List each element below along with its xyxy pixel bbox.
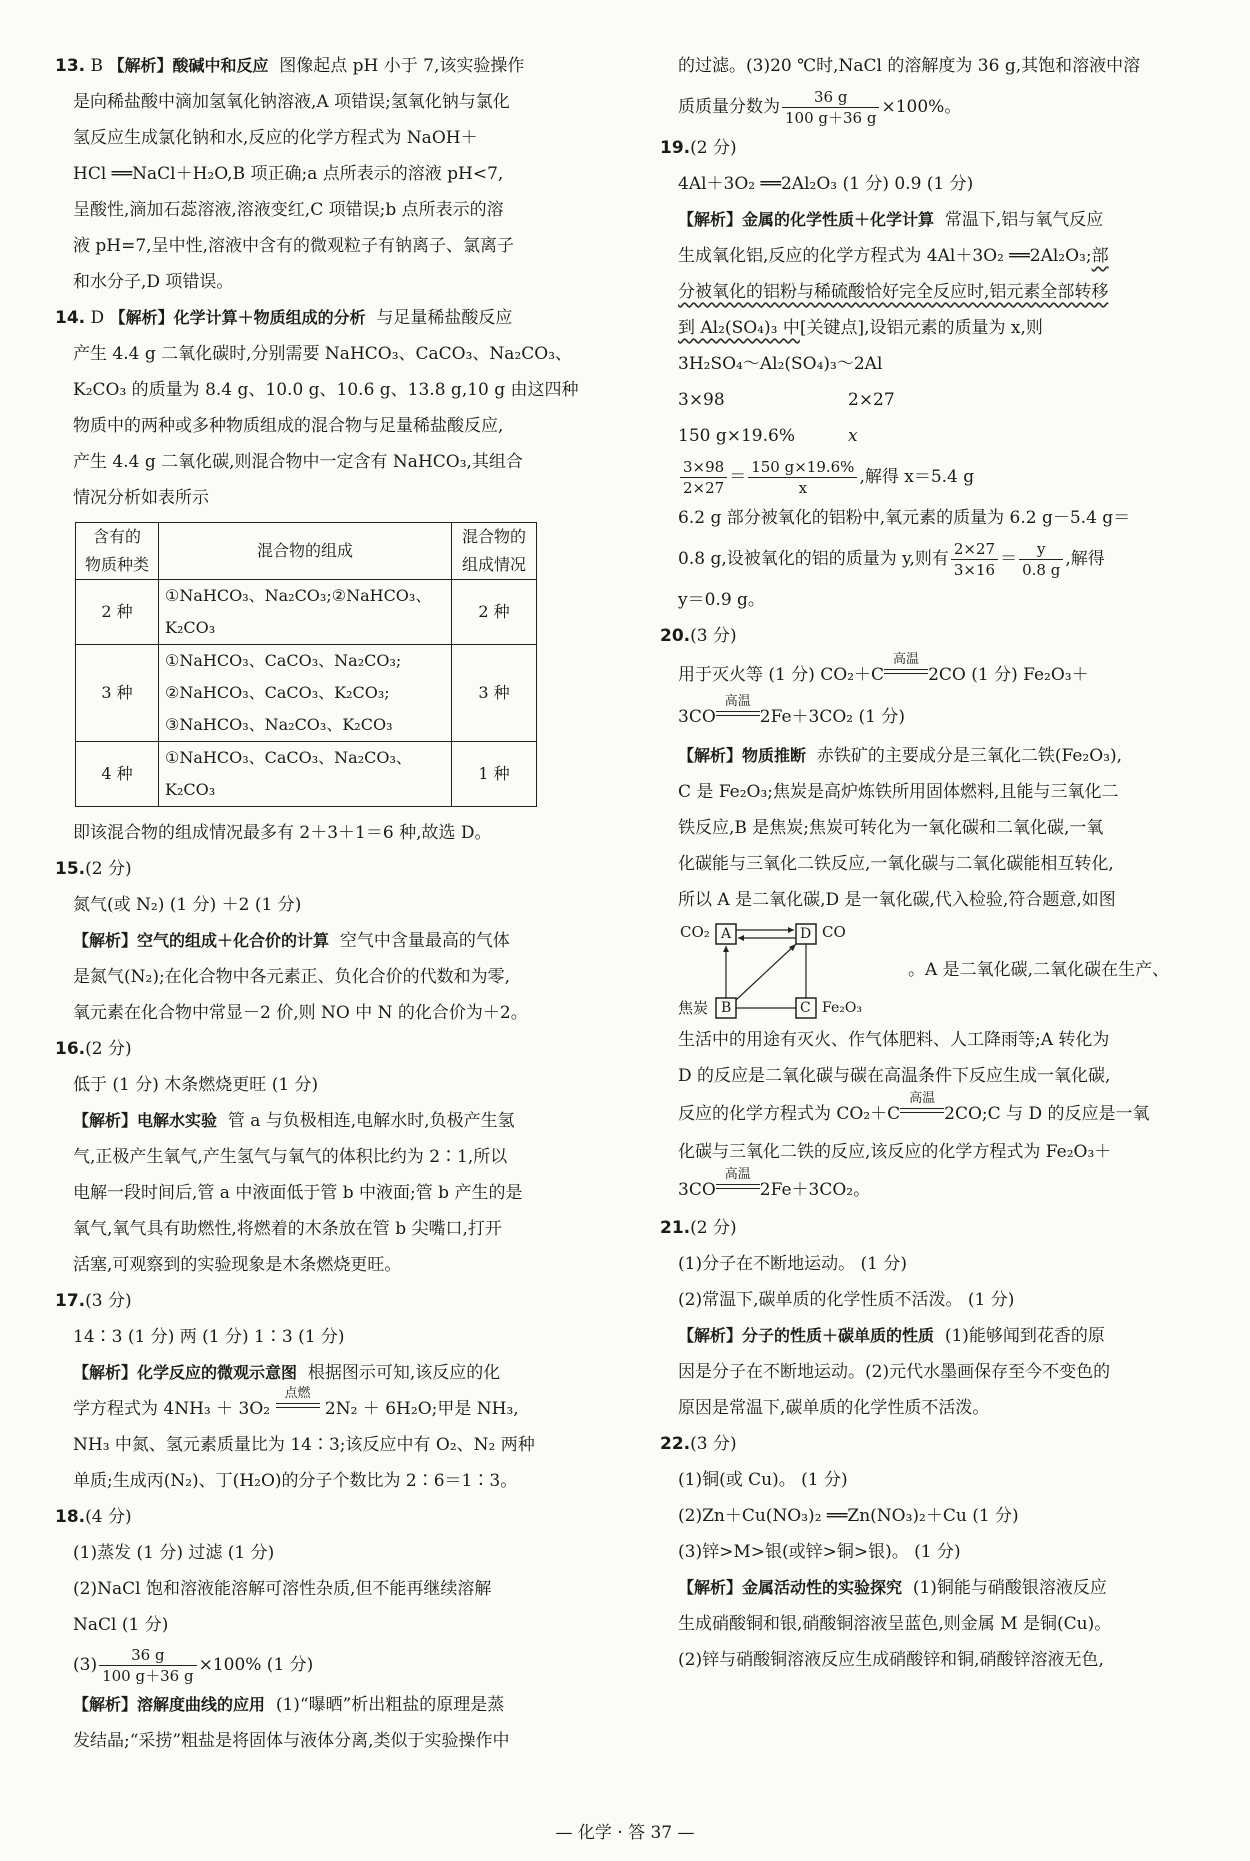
q20-line: 生活中的用途有灭火、作气体肥料、人工降雨等;A 转化为 bbox=[678, 1030, 1110, 1050]
label-d: D bbox=[800, 926, 812, 942]
q14-line: 情况分析如表所示 bbox=[73, 488, 209, 508]
q18-answer-1: (1)蒸发 (1 分) 过滤 (1 分) bbox=[73, 1543, 275, 1563]
q13-line: 液 pH=7,呈中性,溶液中含有的微观粒子有钠离子、氯离子 bbox=[73, 236, 514, 256]
q16-line: 活塞,可观察到的实验现象是木条燃烧更旺。 bbox=[73, 1255, 402, 1275]
q18-continued-fraction: 质质量分数为 $\frac{36 g}{100 g+36 g}$ ×100%。 bbox=[678, 88, 962, 127]
reaction-arrow: 点燃 bbox=[276, 1403, 320, 1414]
fraction: $\frac{2\times 27}{3\times 16}$ bbox=[951, 539, 998, 580]
q19-calc: 150 g×19.6% x bbox=[678, 426, 858, 446]
q14-conclusion: 即该混合物的组成情况最多有 2＋3＋1＝6 种,故选 D。 bbox=[73, 823, 492, 843]
q16-answer: 低于 (1 分) 木条燃烧更旺 (1 分) bbox=[73, 1075, 319, 1095]
q17-line: NH₃ 中氮、氢元素质量比为 14∶3;该反应中有 O₂、N₂ 两种 bbox=[73, 1435, 535, 1455]
q20-header: 20.(3 分) bbox=[660, 626, 737, 646]
q16-line: 气,正极产生氧气,产生氢气与氧气的体积比约为 2∶1,所以 bbox=[73, 1147, 508, 1167]
q18-analysis: 【解析】溶解度曲线的应用 (1)“曝晒”析出粗盐的原理是蒸 bbox=[73, 1695, 505, 1715]
q19-calc: 3H₂SO₄～Al₂(SO₄)₃～2Al bbox=[678, 354, 883, 374]
q18-header: 18.(4 分) bbox=[55, 1507, 132, 1527]
q22-answer-1: (1)铜(或 Cu)。 (1 分) bbox=[678, 1470, 848, 1490]
q16-analysis: 【解析】电解水实验 管 a 与负极相连,电解水时,负极产生氢 bbox=[73, 1111, 515, 1131]
q19-header: 19.(2 分) bbox=[660, 138, 737, 158]
label-b: B bbox=[721, 1000, 732, 1016]
q18-answer-3: (3) $\frac{36 g}{100 g+36 g}$ ×100% (1 分) bbox=[73, 1646, 314, 1685]
q13-line: 氢反应生成氯化钠和水,反应的化学方程式为 NaOH＋ bbox=[73, 128, 478, 148]
q15-analysis: 【解析】空气的组成＋化合价的计算 空气中含量最高的气体 bbox=[73, 931, 510, 951]
q18-answer-2: (2)NaCl 饱和溶液能溶解可溶性杂质,但不能再继续溶解 bbox=[73, 1579, 492, 1599]
q19-line: 到 Al₂(SO₄)₃ 中[关键点],设铝元素的质量为 x,则 bbox=[678, 318, 1043, 338]
q17-analysis: 【解析】化学反应的微观示意图 根据图示可知,该反应的化 bbox=[73, 1363, 501, 1383]
q19-proportion: 0.8 g,设被氧化的铝的质量为 y,则有 $\frac{2\times 27}{3\times 16}$ ＝ $\frac{y}{0.8 g}$ ,解得 bbox=[678, 540, 1105, 579]
q18-answer-2b: NaCl (1 分) bbox=[73, 1615, 169, 1635]
q15-line: 氧元素在化合物中常显－2 价,则 NO 中 N 的化合价为＋2。 bbox=[73, 1003, 528, 1023]
fraction: $\frac{y}{0.8 g}$ bbox=[1019, 539, 1063, 580]
mixture-table bbox=[75, 522, 537, 807]
table-row: 3 种 ①NaHCO₃、CaCO₃、Na₂CO₃; ②NaHCO₃、CaCO₃、K₂CO₃; ③NaHCO₃、Na₂CO₃、K₂CO₃ 3 种 bbox=[76, 645, 537, 742]
q16-header: 16.(2 分) bbox=[55, 1039, 132, 1059]
q15-header: 15.(2 分) bbox=[55, 859, 132, 879]
fraction: $\frac{36 g}{100 g+36 g}$ bbox=[782, 87, 879, 128]
diagram-caption: 。A 是二氧化碳,二氧化碳在生产、 bbox=[908, 960, 1170, 980]
q21-analysis: 【解析】分子的性质＋碳单质的性质 (1)能够闻到花香的原 bbox=[678, 1326, 1105, 1346]
q17-answer: 14∶3 (1 分) 两 (1 分) 1∶3 (1 分) bbox=[73, 1327, 345, 1347]
q14-first-line: 14. D 【解析】化学计算＋物质组成的分析 与足量稀盐酸反应 bbox=[55, 308, 513, 328]
q20-line: D 的反应是二氧化碳与碳在高温条件下反应生成一氧化碳, bbox=[678, 1066, 1111, 1086]
q19-line: y＝0.9 g。 bbox=[678, 590, 765, 610]
arrow-b-to-d bbox=[736, 944, 796, 1000]
q19-analysis: 【解析】金属的化学性质＋化学计算 常温下,铝与氧气反应 bbox=[678, 210, 1104, 230]
q22-analysis: 【解析】金属活动性的实验探究 (1)铜能与硝酸银溶液反应 bbox=[678, 1578, 1107, 1598]
q21-line: 原因是常温下,碳单质的化学性质不活泼。 bbox=[678, 1398, 990, 1418]
label-fe2o3: Fe₂O₃ bbox=[822, 1000, 862, 1016]
left-column bbox=[55, 48, 600, 1759]
q22-header: 22.(3 分) bbox=[660, 1434, 737, 1454]
q19-line: 分被氧化的铝粉与稀硫酸恰好完全反应时,铝元素全部转移 bbox=[678, 282, 1109, 302]
q18-line: 发结晶;“采捞”粗盐是将固体与液体分离,类似于实验操作中 bbox=[73, 1731, 510, 1751]
table-row: 4 种 ①NaHCO₃、CaCO₃、Na₂CO₃、K₂CO₃ 1 种 bbox=[76, 742, 537, 807]
table-header-composition: 混合物的组成 bbox=[159, 523, 452, 580]
q21-answer-1: (1)分子在不断地运动。 (1 分) bbox=[678, 1254, 907, 1274]
q20-analysis: 【解析】物质推断 赤铁矿的主要成分是三氧化二铁(Fe₂O₃), bbox=[678, 746, 1122, 766]
q13-line: 和水分子,D 项错误。 bbox=[73, 272, 234, 292]
reaction-arrow: 高温 bbox=[716, 1184, 760, 1195]
q14-line: K₂CO₃ 的质量为 8.4 g、10.0 g、10.6 g、13.8 g,10 g 由这四种 bbox=[73, 380, 579, 400]
q16-line: 氧气,氧气具有助燃性,将燃着的木条放在管 b 尖嘴口,打开 bbox=[73, 1219, 502, 1239]
q13-line: 呈酸性,滴加石蕊溶液,溶液变红,C 项错误;b 点所表示的溶 bbox=[73, 200, 504, 220]
reaction-arrow: 高温 bbox=[884, 669, 928, 680]
q20-equation-line: 3CO 高温 2Fe＋3CO₂。 bbox=[678, 1167, 871, 1200]
q20-line: 化碳与三氧化二铁的反应,该反应的化学方程式为 Fe₂O₃＋ bbox=[678, 1142, 1112, 1162]
table-row: 2 种 ①NaHCO₃、Na₂CO₃;②NaHCO₃、K₂CO₃ 2 种 bbox=[76, 580, 537, 645]
reaction-arrow: 高温 bbox=[716, 711, 760, 722]
fraction: $\frac{3\times 98}{2\times 27}$ bbox=[680, 457, 727, 498]
q20-line: C 是 Fe₂O₃;焦炭是高炉炼铁所用固体燃料,且能与三氧化二 bbox=[678, 782, 1119, 802]
q17-equation-line: 学方程式为 4NH₃ ＋ 3O₂ 点燃 2N₂ ＋ 6H₂O;甲是 NH₃, bbox=[73, 1386, 519, 1419]
q20-line: 所以 A 是二氧化碳,D 是一氧化碳,代入检验,符合题意,如图 bbox=[678, 890, 1116, 910]
q22-answer-2: (2)Zn＋Cu(NO₃)₂ ══Zn(NO₃)₂＋Cu (1 分) bbox=[678, 1506, 1019, 1526]
q21-answer-2: (2)常温下,碳单质的化学性质不活泼。 (1 分) bbox=[678, 1290, 1015, 1310]
table-header-kind: 含有的 物质种类 bbox=[76, 523, 159, 580]
q16-line: 电解一段时间后,管 a 中液面低于管 b 中液面;管 b 产生的是 bbox=[73, 1183, 523, 1203]
q13-line: 是向稀盐酸中滴加氢氧化钠溶液,A 项错误;氢氧化钠与氯化 bbox=[73, 92, 510, 112]
q22-answer-3: (3)锌>M>银(或锌>铜>银)。 (1 分) bbox=[678, 1542, 961, 1562]
q19-calc: 3×98 2×27 bbox=[678, 390, 895, 410]
fraction: $\frac{36 g}{100 g+36 g}$ bbox=[99, 1645, 196, 1686]
reaction-arrow: 高温 bbox=[900, 1108, 944, 1119]
q17-header: 17.(3 分) bbox=[55, 1291, 132, 1311]
q13-first-line: 13. B 【解析】酸碱中和反应 图像起点 pH 小于 7,该实验操作 bbox=[55, 56, 525, 76]
label-coke: 焦炭 bbox=[678, 999, 709, 1017]
q19-proportion: $\frac{3\times 98}{2\times 27}$ ＝ $\frac{150 g\times 19.6\%}{x}$ ,解得 x＝5.4 g bbox=[660, 454, 1205, 500]
fraction: $\frac{150 g\times 19.6\%}{x}$ bbox=[748, 457, 857, 498]
q13-line: HCl ══NaCl＋H₂O,B 项正确;a 点所表示的溶液 pH<7, bbox=[73, 164, 504, 184]
page-footer: — 化学 · 答 37 — bbox=[555, 1823, 695, 1843]
table-header-row bbox=[76, 523, 537, 580]
inference-diagram bbox=[678, 918, 1205, 1022]
q19-line: 6.2 g 部分被氧化的铝粉中,氧元素的质量为 6.2 g－5.4 g＝ bbox=[678, 508, 1131, 528]
label-c: C bbox=[800, 1000, 811, 1016]
q19-answer: 4Al＋3O₂ ══2Al₂O₃ (1 分) 0.9 (1 分) bbox=[678, 174, 974, 194]
q19-line: 生成氧化铝,反应的化学方程式为 4Al＋3O₂ ══2Al₂O₃;部 bbox=[678, 246, 1109, 266]
label-co2: CO₂ bbox=[680, 923, 710, 941]
q15-line: 是氮气(N₂);在化合物中各元素正、负化合价的代数和为零, bbox=[73, 967, 511, 987]
q22-line: (2)锌与硝酸铜溶液反应生成硝酸锌和铜,硝酸锌溶液无色, bbox=[678, 1650, 1104, 1670]
q21-line: 因是分子在不断地运动。(2)元代水墨画保存至今不变色的 bbox=[678, 1362, 1111, 1382]
label-a: A bbox=[721, 926, 732, 942]
q20-line: 铁反应,B 是焦炭;焦炭可转化为一氧化碳和二氧化碳,一氧 bbox=[678, 818, 1104, 838]
q20-answer-line: 3CO 高温 2Fe＋3CO₂ (1 分) bbox=[678, 694, 905, 727]
q20-equation-line: 反应的化学方程式为 CO₂＋C 高温 2CO;C 与 D 的反应是一氧 bbox=[678, 1091, 1150, 1124]
q20-answer-line: 用于灭火等 (1 分) CO₂＋C 高温 2CO (1 分) Fe₂O₃＋ bbox=[678, 652, 1089, 685]
q14-line: 物质中的两种或多种物质组成的混合物与足量稀盐酸反应, bbox=[73, 416, 504, 436]
q15-answer: 氮气(或 N₂) (1 分) ＋2 (1 分) bbox=[73, 895, 302, 915]
table-header-count: 混合物的 组成情况 bbox=[452, 523, 537, 580]
q20-line: 化碳能与三氧化二铁反应,一氧化碳与二氧化碳能相互转化, bbox=[678, 854, 1114, 874]
q22-line: 生成硝酸铜和银,硝酸铜溶液呈蓝色,则金属 M 是铜(Cu)。 bbox=[678, 1614, 1112, 1634]
q17-line: 单质;生成丙(N₂)、丁(H₂O)的分子个数比为 2∶6＝1∶3。 bbox=[73, 1471, 518, 1491]
q21-header: 21.(2 分) bbox=[660, 1218, 737, 1238]
q14-line: 产生 4.4 g 二氧化碳,则混合物中一定含有 NaHCO₃,其组合 bbox=[73, 452, 523, 472]
q18-continued-line: 的过滤。(3)20 ℃时,NaCl 的溶解度为 36 g,其饱和溶液中溶 bbox=[678, 56, 1141, 76]
q14-line: 产生 4.4 g 二氧化碳时,分别需要 NaHCO₃、CaCO₃、Na₂CO₃、 bbox=[73, 344, 573, 364]
right-column bbox=[660, 48, 1205, 1678]
label-co: CO bbox=[822, 923, 846, 941]
